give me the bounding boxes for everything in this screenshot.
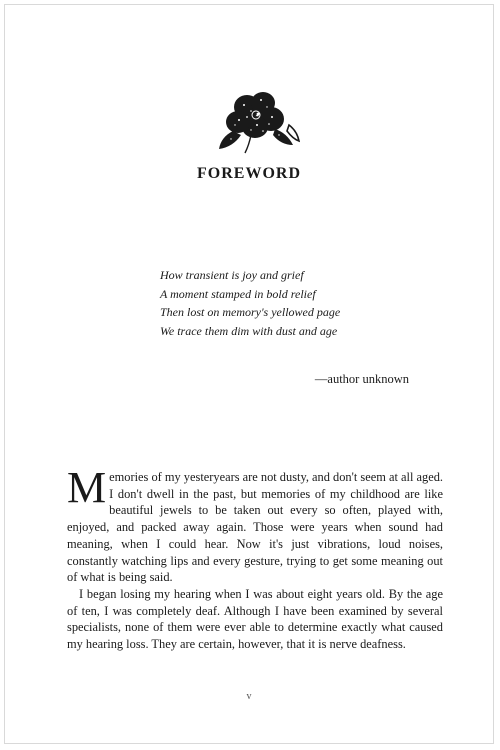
paragraph: I began losing my hearing when I was about eight years old. By the age of ten, I was completely deaf. Although I have been examined by several specialists, none of them were ever able to determine exactly what caused my hearing loss. They are certain, however, that it is nerve deafness. [67, 586, 443, 652]
book-page [4, 4, 494, 744]
epigraph-poem [160, 266, 410, 340]
poem-line: How transient is joy and grief [160, 268, 304, 282]
page-title: FOREWORD [197, 165, 301, 182]
paragraph [67, 463, 443, 586]
epigraph-attribution: —author unknown [314, 372, 409, 386]
page-number: v [246, 691, 252, 702]
foreword-body [67, 463, 443, 653]
poem-line: We trace them dim with dust and age [160, 323, 338, 338]
poem-line: Then lost on memory's yellowed page [160, 305, 341, 319]
drop-cap: M [67, 463, 107, 512]
poem-line: A moment stamped in bold relief [160, 286, 316, 301]
flower-icon [211, 87, 303, 157]
paragraph-text: emories of my yesteryears are not dusty, and don't seem at all aged. I don't dwell in the past, but memories of my childhood are like beautiful jewels to be taken out every so often, played with, enjoyed, and packed away again. Those were years when sound had meaning, when I could hear. Now it's just vibrations, loud noises, constantly watching lips and every gesture, trying to get some meaning out of what is being said. [67, 470, 443, 585]
